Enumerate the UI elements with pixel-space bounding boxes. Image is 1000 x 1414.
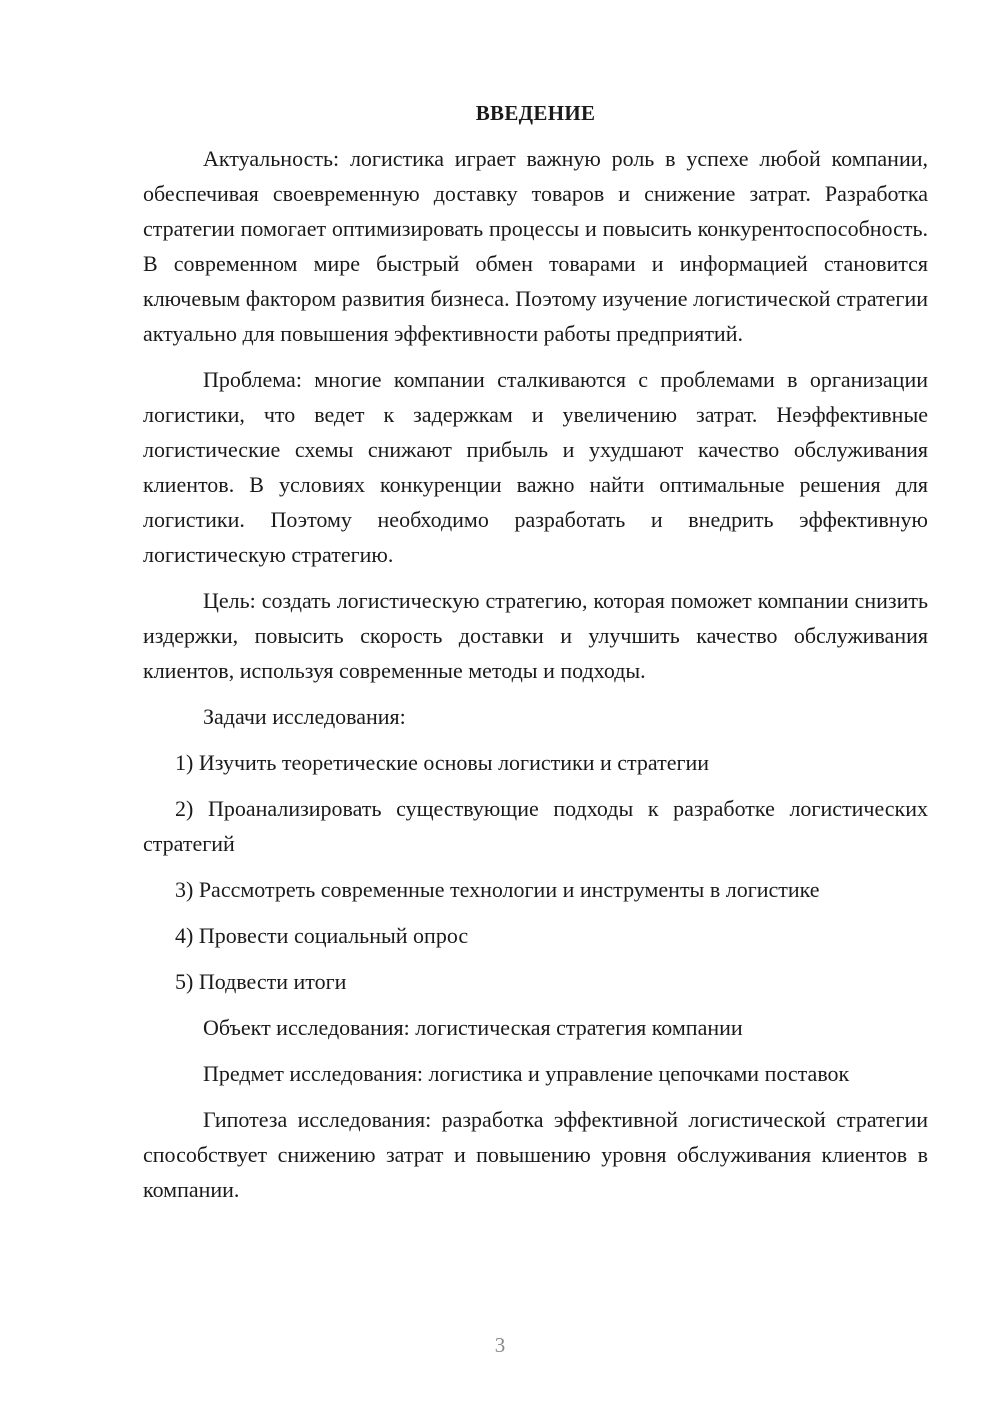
task-item-1: 1) Изучить теоретические основы логистики и стратегии — [175, 750, 710, 775]
task-item-3: 3) Рассмотреть современные технологии и инструменты в логистике — [175, 877, 820, 902]
paragraph-subject: Предмет исследования: логистика и управление цепочками поставок — [203, 1061, 850, 1086]
paragraph-hypothesis: Гипотеза исследования: разработка эффективной логистической стратегии способствует снижению затрат и повышению уровня обслуживания клиентов в компании. — [143, 1107, 928, 1202]
page-number: 3 — [494, 1333, 506, 1357]
section-title: ВВЕДЕНИЕ — [475, 101, 596, 125]
task-item-4: 4) Провести социальный опрос — [175, 923, 469, 948]
paragraph-relevance: Актуальность: логистика играет важную роль в успехе любой компании, обеспечивая своевременную доставку товаров и снижение затрат. Разработка стратегии помогает оптимизировать процессы и повысить конкурентоспособность. В современном мире быстрый обмен товарами и информацией становится ключевым фактором развития бизнеса. Поэтому изучение логистической стратегии актуально для повышения эффективности работы предприятий. — [143, 146, 928, 346]
paragraph-object: Объект исследования: логистическая стратегия компании — [203, 1015, 743, 1040]
document-page — [143, 96, 928, 1218]
task-item-2: 2) Проанализировать существующие подходы к разработке логистических стратегий — [143, 796, 928, 856]
paragraph-goal: Цель: создать логистическую стратегию, которая поможет компании снизить издержки, повысить скорость доставки и улучшить качество обслуживания клиентов, используя современные методы и подходы. — [143, 588, 928, 683]
paragraph-problem: Проблема: многие компании сталкиваются с проблемами в организации логистики, что ведет к задержкам и увеличению затрат. Неэффективные логистические схемы снижают прибыль и ухудшают качество обслуживания клиентов. В условиях конкуренции важно найти оптимальные решения для логистики. Поэтому необходимо разработать и внедрить эффективную логистическую стратегию. — [143, 367, 928, 567]
task-item-5: 5) Подвести итоги — [175, 969, 347, 994]
tasks-heading: Задачи исследования: — [203, 704, 406, 729]
